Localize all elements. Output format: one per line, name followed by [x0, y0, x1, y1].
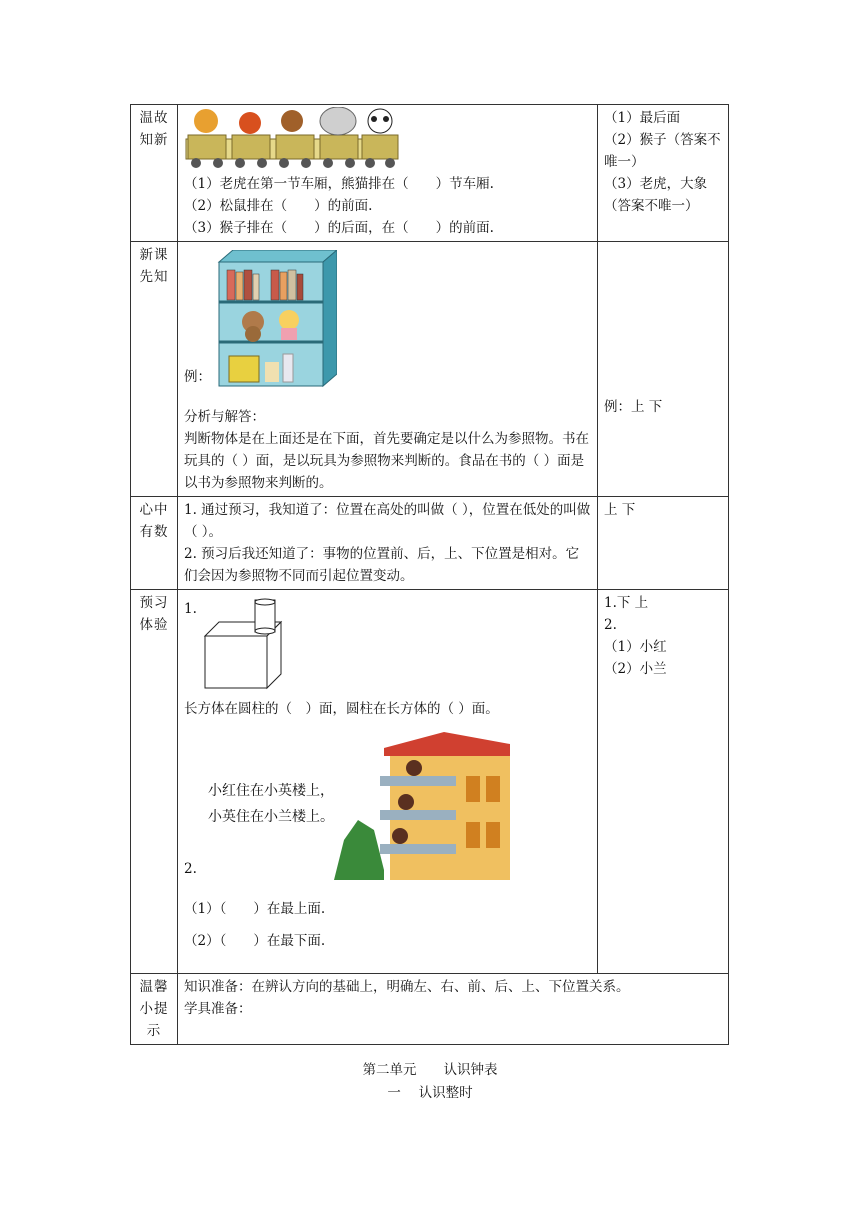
knowing-item: 2. 预习后我还知道了：事物的位置前、后，上、下位置是相对。它们会因为参照物不同而引起位置变动。 [184, 546, 580, 584]
animal-train-image [184, 107, 404, 173]
q2-item: （2）（ ）在最下面. [184, 933, 326, 949]
answer-text: （1）小红 [604, 639, 667, 655]
answer-text: 上 下 [604, 502, 636, 518]
review-question: （3）猴子排在（ ）的后面，在（ ）的前面. [184, 220, 494, 236]
analysis-title: 分析与解答： [184, 409, 265, 425]
review-question: （2）松鼠排在（ ）的前面. [184, 198, 373, 214]
apartment-building-image [334, 730, 510, 880]
review-question: （1）老虎在第一节车厢，熊猫排在（ ）节车厢. [184, 176, 494, 192]
answer-text: 例：上 下 [604, 399, 663, 415]
lesson-title: 一 认识整时 [387, 1085, 473, 1101]
row-tips [131, 974, 729, 1045]
answer-text: （1）最后面 [604, 110, 681, 126]
review-answers [598, 105, 729, 242]
analysis-text: 判断物体是在上面还是在下面，首先要确定是以什么为参照物。书在玩具的（ ）面，是以玩具为参照物来判断的。食品在书的（ ）面是以书为参照物来判断的。 [184, 431, 589, 491]
tips-content [178, 974, 729, 1045]
row-preview [131, 242, 729, 497]
unit-title: 第二单元 认识钟表 [362, 1062, 498, 1078]
answer-text: （2）小兰 [604, 661, 667, 677]
knowing-item: 1. 通过预习，我知道了：位置在高处的叫做（ ），位置在低处的叫做（ ）。 [184, 502, 591, 540]
practice-answers [598, 590, 729, 974]
example-label: 例： [184, 369, 211, 385]
lesson-table [130, 104, 729, 1045]
row-practice [131, 590, 729, 974]
knowing-content [178, 497, 598, 590]
answer-text: 1.下 上 [604, 595, 649, 611]
answer-text: （2）猴子（答案不唯一） [604, 132, 721, 170]
bookshelf-image [213, 250, 337, 388]
label-preview: 新课先知 [131, 242, 178, 497]
answer-text: （3）老虎，大象（答案不唯一） [604, 176, 708, 214]
preview-answer-cell [598, 242, 729, 497]
label-review: 温故知新 [131, 105, 178, 242]
row-knowing [131, 497, 729, 590]
tips-line: 学具准备： [184, 1001, 252, 1017]
review-content [178, 105, 598, 242]
tips-line: 知识准备：在辨认方向的基础上，明确左、右、前、后、上、下位置关系。 [184, 979, 630, 995]
building-text: 小红住在小英楼上， [208, 783, 334, 799]
preview-content [178, 242, 598, 497]
row-review [131, 105, 729, 242]
answer-text: 2. [604, 617, 617, 633]
q1-number: 1. [184, 601, 197, 617]
practice-content [178, 590, 598, 974]
label-knowing: 心中有数 [131, 497, 178, 590]
q2-number: 2. [184, 861, 197, 877]
q2-item: （1）（ ）在最上面. [184, 901, 326, 917]
label-tips: 温馨小提示 [131, 974, 178, 1045]
knowing-answer [598, 497, 729, 590]
label-practice: 预习体验 [131, 590, 178, 974]
q1-text: 长方体在圆柱的（ ）面，圆柱在长方体的（ ）面。 [184, 701, 499, 717]
cuboid-cylinder-image [203, 598, 303, 692]
building-text: 小英住在小兰楼上。 [208, 809, 334, 825]
